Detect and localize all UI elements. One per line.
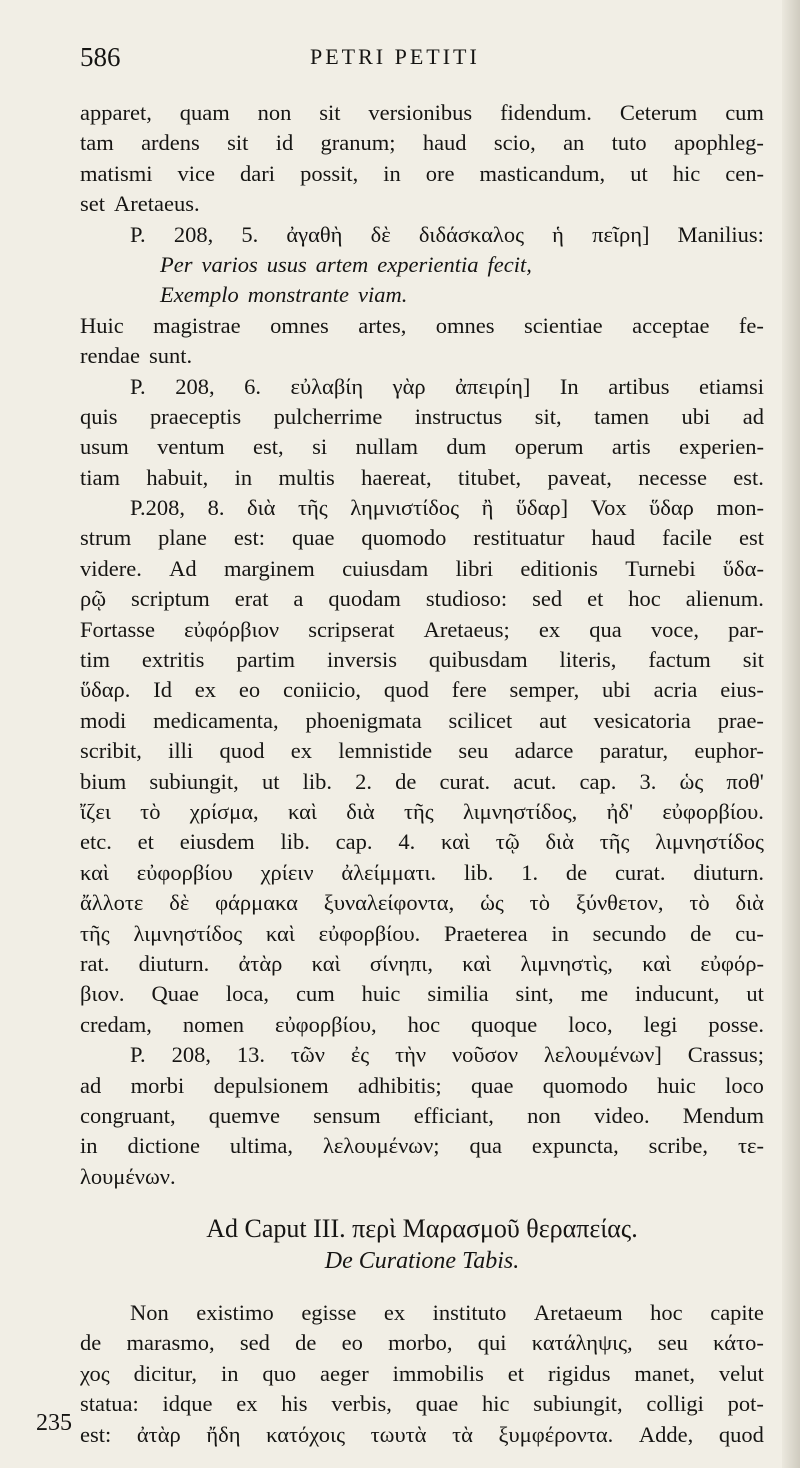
text-line: ρῷ scriptum erat a quodam studioso: sed et hoc alienum. [80, 586, 764, 612]
text-line: P. 208, 5. ἀγαθὴ δὲ διδάσκαλος ἡ πεῖρη] Manilius: [130, 221, 764, 247]
text-line: usum ventum est, si nullam dum operum artis experien- [80, 434, 764, 460]
text-line: ὕδαρ. Id ex eo coniicio, quod fere semper, ubi acria eius- [80, 677, 764, 703]
text-line: videre. Ad marginem cuiusdam libri editionis Turnebi ὕδα- [80, 555, 764, 581]
text-line: scribit, illi quod ex lemnistide seu adarce paratur, euphor- [80, 738, 764, 764]
text-line: Non existimo egisse ex instituto Aretaeum hoc capite [130, 1300, 764, 1326]
text-line: congruant, quemve sensum efficiant, non video. Mendum [80, 1102, 764, 1128]
text-line: λουμένων. [80, 1163, 176, 1189]
section-heading: Ad Caput III. περὶ Μαρασμοῦ θεραπείας. [206, 1214, 638, 1244]
text-line: apparet, quam non sit versionibus fidendum. Ceterum cum [80, 100, 764, 125]
text-line: tam ardens sit id granum; haud scio, an tuto apophleg- [80, 130, 764, 156]
text-line: ἄλλοτε δὲ φάρμακα ξυναλείφοντα, ὡς τὸ ξύνθετον, τὸ διὰ [80, 890, 764, 916]
text-line: P. 208, 13. τῶν ἐς τὴν νοῦσον λελουμένων] Crassus; [130, 1042, 764, 1068]
page-number: 586 [80, 42, 121, 72]
text-line: set Aretaeus. [80, 191, 200, 217]
text-line: rendae sunt. [80, 343, 193, 369]
text-line: P.208, 8. διὰ τῆς λημνιστίδος ἢ ὕδαρ] Vox ὕδαρ mon- [130, 495, 764, 521]
text-line: tim extritis partim inversis quibusdam literis, factum sit [80, 647, 764, 673]
text-line: τῆς λιμνηστίδος καὶ εὐφορβίου. Praeterea in secundo de cu- [80, 920, 764, 946]
text-line: χος dicitur, in quo aeger immobilis et rigidus manet, velut [80, 1360, 764, 1386]
text-line: tiam habuit, in multis haereat, titubet, paveat, necesse est. [80, 464, 764, 490]
text-line: Huic magistrae omnes artes, omnes scientiae acceptae fe- [80, 312, 764, 338]
verse-line: Exemplo monstrante viam. [160, 282, 408, 308]
text-line: P. 208, 6. εὐλαβίη γὰρ ἀπειρίη] In artibus etiamsi [130, 373, 764, 399]
text-line: quis praeceptis pulcherrime instructus sit, tamen ubi ad [80, 403, 764, 429]
text-line: matismi vice dari possit, in ore masticandum, ut hic cen- [80, 160, 764, 186]
margin-page-reference: 235 [36, 1410, 72, 1436]
text-line: ἴζει τὸ χρίσμα, καὶ διὰ τῆς λιμνηστίδος, ἠδ' εὐφορβίου. [80, 798, 764, 824]
text-line: bium subiungit, ut lib. 2. de curat. acut. cap. 3. ὡς ποθ' [80, 768, 764, 794]
page-body [80, 100, 764, 1452]
verse-line: Per varios usus artem experientia fecit, [160, 251, 532, 277]
page-spine-shadow [782, 0, 800, 1468]
text-line: modi medicamenta, phoenigmata scilicet aut vesicatoria prae- [80, 707, 764, 733]
text-line: Fortasse εὐφόρβιον scripserat Aretaeus; ex qua voce, par- [80, 616, 764, 642]
text-line: credam, nomen εὐφορβίου, hoc quoque loco, legi posse. [80, 1011, 764, 1037]
page-header [80, 42, 760, 82]
text-line: etc. et eiusdem lib. cap. 4. καὶ τῷ διὰ τῆς λιμνηστίδος [80, 829, 764, 855]
text-line: βιον. Quae loca, cum huic similia sint, me inducunt, ut [80, 981, 764, 1007]
text-line: statua: idque ex his verbis, quae hic subiungit, colligi pot- [80, 1391, 764, 1417]
text-line: rat. diuturn. ἀτὰρ καὶ σίνηπι, καὶ λιμνηστὶς, καὶ εὐφόρ- [80, 950, 764, 976]
section-subheading: De Curatione Tabis. [324, 1248, 520, 1275]
text-line: est: ἀτὰρ ἤδη κατόχοις τωυτὰ τὰ ξυμφέροντα. Adde, quod [80, 1421, 764, 1447]
text-line: in dictione ultima, λελουμένων; qua expuncta, scribe, τε- [80, 1133, 764, 1159]
running-title: PETRI PETITI [310, 44, 480, 69]
text-line: καὶ εὐφορβίου χρίειν ἀλείμματι. lib. 1. de curat. diuturn. [80, 859, 764, 885]
text-line: strum plane est: quae quomodo restituatur haud facile est [80, 525, 764, 551]
text-line: ad morbi depulsionem adhibitis; quae quomodo huic loco [80, 1072, 764, 1098]
text-line: de marasmo, sed de eo morbo, qui κατάληψις, seu κάτο- [80, 1330, 764, 1356]
